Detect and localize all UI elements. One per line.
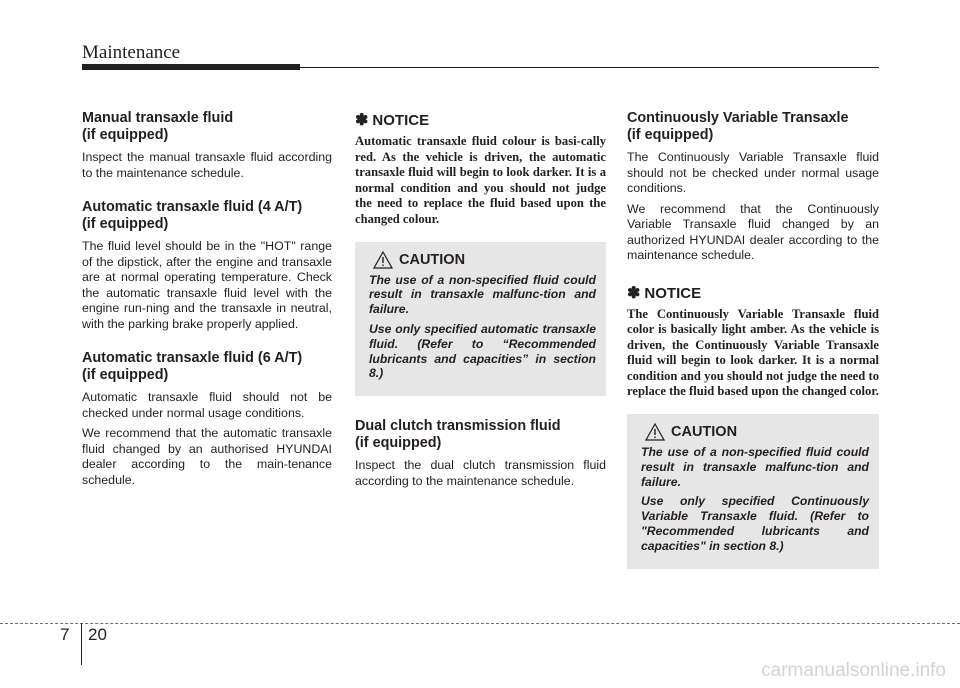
caution-box [355,242,606,397]
section-body-auto6-1: Automatic transaxle fluid should not be checked under normal usage conditions. [82,390,332,420]
header-rule-thin [300,67,879,68]
column-middle [355,110,606,494]
page-number-divider [81,623,82,665]
caution-title: CAUTION [399,251,466,268]
caution-box [627,414,879,569]
caution-text-2: Use only specified automatic transaxle fluid. (Refer to “Recommended lubricants and capacities” in section 8.) [369,321,596,381]
section-body-manual: Inspect the manual transaxle fluid according to the maintenance schedule. [82,150,332,180]
notice-mark-icon: ✽ [355,112,369,129]
section-body-auto4: The fluid level should be in the "HOT" range of the dipstick, after the engine and transaxle are at normal operating temperature. Check the automatic transaxle fluid level with the engine run-ning and the transaxle in neutral, with the parking brake properly applied. [82,239,332,331]
warning-triangle-icon [645,423,665,441]
notice-text: Automatic transaxle fluid colour is basi-cally red. As the vehicle is driven, the automatic transaxle fluid will begin to look darker. It is a normal condition and you should not judge the need to replace the fluid based upon the changed colour. [355,134,606,226]
caution-text-2: Use only specified Continuously Variable Transaxle fluid. (Refer to "Recommended lubricants and capacities" in section 8.) [641,494,869,553]
section-body-auto6-2: We recommend that the automatic transaxle fluid changed by an authorised HYUNDAI dealer according to the main-tenance schedule. [82,426,332,487]
chapter-number: 7 [60,625,70,644]
notice-text: The Continuously Variable Transaxle fluid color is basically light amber. As the vehicle is driven, the Continuously Variable Transaxle fluid will begin to look darker. It is a normal condition and you should not judge the need to replace the fluid based upon the changed color. [627,306,879,399]
footer-divider [0,623,960,624]
notice-title: ✽ NOTICE [355,112,430,129]
page-number: 20 [88,625,107,644]
watermark: carmanualsonline.info [761,660,946,681]
column-left [82,110,332,493]
warning-triangle-icon [373,251,393,269]
header-rule-thick [82,64,300,70]
caution-text-1: The use of a non-specified fluid could result in transaxle malfunc-tion and failure. [641,445,869,489]
section-body-cvt-1: The Continuously Variable Transaxle fluid should not be checked under normal usage conditions. [627,150,879,195]
section-heading-cvt: Continuously Variable Transaxle (if equipped) [627,110,849,143]
notice-mark-icon: ✽ [627,284,641,302]
caution-title: CAUTION [671,424,738,441]
column-right [627,110,879,569]
section-heading-dct: Dual clutch transmission fluid (if equipped) [355,418,561,452]
section-body-dct: Inspect the dual clutch transmission fluid according to the maintenance schedule. [355,458,606,488]
section-body-cvt-2: We recommend that the Continuously Variable Transaxle fluid changed by an authorized HYUNDAI dealer according to the maintenance schedule. [627,201,879,262]
section-heading-auto6: Automatic transaxle fluid (6 A/T) (if equipped) [82,350,303,383]
page-header-title: Maintenance [82,42,181,63]
notice-title: ✽ NOTICE [627,284,702,302]
section-heading-auto4: Automatic transaxle fluid (4 A/T) (if equipped) [82,199,303,232]
section-heading-manual: Manual transaxle fluid (if equipped) [82,110,234,143]
caution-text-1: The use of a non-specified fluid could result in transaxle malfunc-tion and failure. [369,272,596,317]
